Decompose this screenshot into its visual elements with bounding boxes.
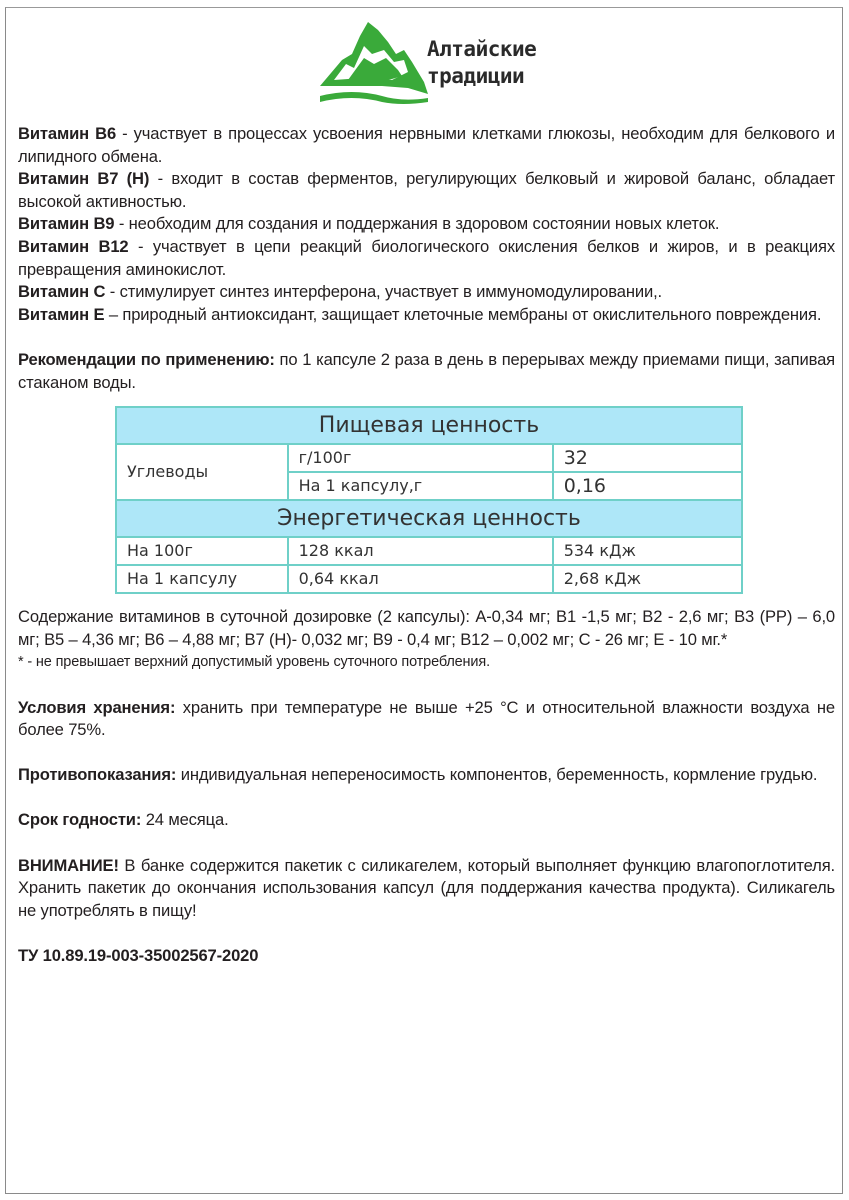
warning [18, 855, 835, 923]
vitamin-b7 [18, 168, 835, 213]
carb-label: Углеводы [116, 444, 288, 500]
label: ВНИМАНИЕ! [18, 855, 119, 875]
label: Витамин В6 [18, 124, 117, 143]
energy-header: Энергетическая ценность [116, 500, 742, 537]
tu-code: ТУ 10.89.19-003-35002567-2020 [18, 946, 259, 966]
label: Условия хранения: [18, 697, 176, 717]
vitamin-e [18, 304, 835, 327]
label: Срок годности: [18, 810, 142, 830]
label: Витамин В9 [18, 214, 115, 234]
text: по 1 капсуле 2 раза в день в перерывах между приемами пищи, запивая стаканом воды. [18, 349, 835, 392]
vitamin-c [18, 281, 835, 304]
carb-value: 0,16 [553, 472, 742, 500]
tech-spec [18, 945, 835, 968]
recommendations [18, 349, 835, 394]
energy-kj: 2,68 кДж [553, 565, 742, 593]
table-header-row [116, 407, 742, 444]
text: - участвует в цепи реакций биологического окисления белков и жиров, и в реакциях превращения аминокислот. [18, 236, 835, 279]
text: - стимулирует синтез интерферона, участвует в иммуномодулировании,. [105, 282, 662, 302]
brand-line2: традиции [427, 64, 525, 88]
label: Противопоказания: [18, 765, 177, 785]
text: - входит в состав ферментов, регулирующих белковый и жировой баланс, обладает высокой активностью. [18, 169, 835, 211]
energy-kcal: 0,64 ккал [288, 565, 553, 593]
storage [18, 697, 835, 742]
energy-label: На 1 капсулу [116, 565, 288, 593]
brand-line1: Алтайские [427, 37, 537, 61]
text: 24 месяца. [141, 810, 229, 830]
contraindications [18, 764, 835, 787]
shelf-life [18, 809, 835, 832]
text: В банке содержится пакетик с силикагелем, который выполняет функцию влагопоглотителя. Хранить пакетик до окончания использования капсул (для поддержания качества продукта). Силикагель не употреблять в пищу! [18, 855, 835, 920]
carb-unit: г/100г [288, 444, 553, 472]
label: Витамин В7 (Н) [18, 169, 150, 189]
vitamin-b6 [18, 123, 835, 168]
text: - участвует в процессах усвоения нервными клетками глюкозы, необходим для белкового и липидного обмена. [18, 124, 835, 166]
carb-unit: На 1 капсулу,г [288, 472, 553, 500]
text: хранить при температуре не выше +25 °С и относительной влажности воздуха не более 75%. [18, 697, 835, 740]
text: индивидуальная непереносимость компонентов, беременность, кормление грудью. [176, 765, 818, 785]
footnote: * - не превышает верхний допустимый уровень суточного потребления. [18, 654, 490, 671]
document-body [18, 0, 835, 968]
energy-label: На 100г [116, 537, 288, 565]
nutrition-table [115, 406, 743, 594]
table-row [116, 444, 742, 472]
table-row [116, 565, 742, 593]
carb-value: 32 [553, 444, 742, 472]
energy-kcal: 128 ккал [288, 537, 553, 565]
label: Витамин С [18, 282, 106, 302]
nutrition-header: Пищевая ценность [116, 407, 742, 444]
label: Рекомендации по применению: [18, 349, 275, 369]
table-row [116, 537, 742, 565]
label: Витамин В12 [18, 236, 129, 256]
vitamin-b12 [18, 236, 835, 281]
label: Витамин Е [18, 304, 105, 324]
table-header-row [116, 500, 742, 537]
energy-kj: 534 кДж [553, 537, 742, 565]
text: - необходим для создания и поддержания в здоровом состоянии новых клеток. [114, 214, 720, 234]
text: – природный антиоксидант, защищает клеточные мембраны от окислительного повреждения. [104, 304, 822, 324]
vitamin-content: Содержание витаминов в суточной дозировке (2 капсулы): А-0,34 мг; В1 -1,5 мг; В2 - 2,6 мг; В3 (РР) – 6,0 мг; В5 – 4,36 мг; В6 – 4,88 мг; В7 (Н)- 0,032 мг; В9 - 0,4 мг; В12 – 0,002 мг; С - 26 мг; Е - 10 мг.* [18, 607, 835, 649]
vitamin-b9 [18, 213, 835, 236]
